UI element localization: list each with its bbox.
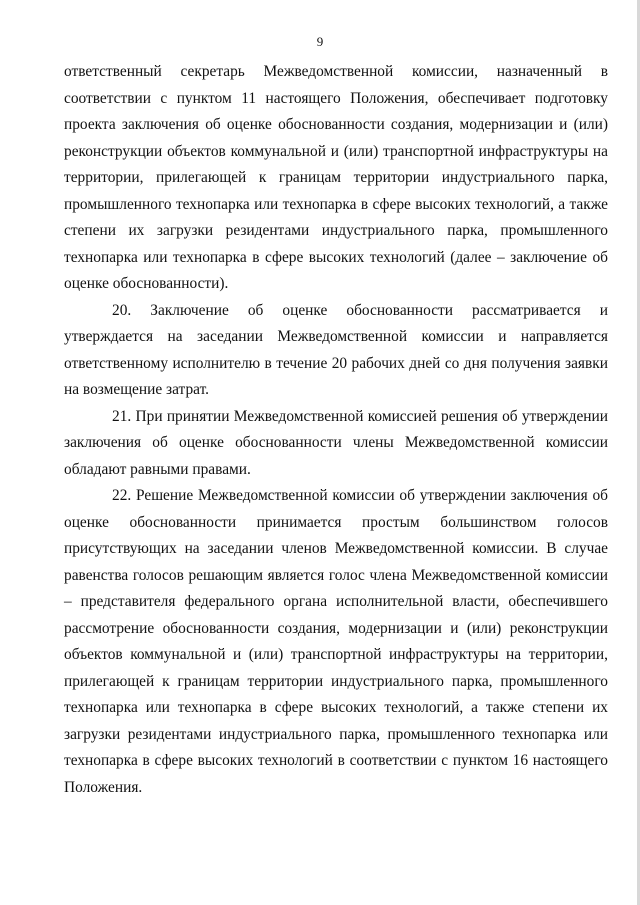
paragraph-20: 20. Заключение об оценке обоснованности рассматривается и утверждается на заседании Межведомственной комиссии и направляется ответственному исполнителю в течение 20 рабочих дней со дня получения заявки на возмещение затрат. <box>64 301 608 398</box>
paragraph-continuation: ответственный секретарь Межведомственной комиссии, назначенный в соответствии с пунктом 11 настоящего Положения, обеспечивает подготовку проекта заключения об оценке обоснованности создания, модернизации и (или) реконструкции объектов коммунальной и (или) транспортной инфраструктуры на территории, прилегающей к границам территории индустриального парка, промышленного технопарка или технопарка в сфере высоких технологий, а также степени их загрузки резидентами индустриального парка, промышленного технопарка или технопарка в сфере высоких технологий (далее – заключение об оценке обоснованности). <box>64 63 608 292</box>
paragraph-21: 21. При принятии Межведомственной комиссией решения об утверждении заключения об оценке обоснованности члены Межведомственной комиссии обладают равными правами. <box>64 407 608 478</box>
page-number: 9 <box>316 34 324 49</box>
document-body <box>64 59 608 801</box>
paragraph-22: 22. Решение Межведомственной комиссии об утверждении заключения об оценке обоснованности принимается простым большинством голосов присутствующих на заседании членов Межведомственной комиссии. В случае равенства голосов решающим является голос члена Межведомственной комиссии – представителя федерального органа исполнительной власти, обеспечившего рассмотрение обоснованности создания, модернизации и (или) реконструкции объектов коммунальной и (или) транспортной инфраструктуры на территории, прилегающей к границам территории индустриального парка, промышленного технопарка или технопарка в сфере высоких технологий, а также степени их загрузки резидентами индустриального парка, промышленного технопарка или технопарка в сфере высоких технологий в соответствии с пунктом 16 настоящего Положения. <box>64 487 608 796</box>
